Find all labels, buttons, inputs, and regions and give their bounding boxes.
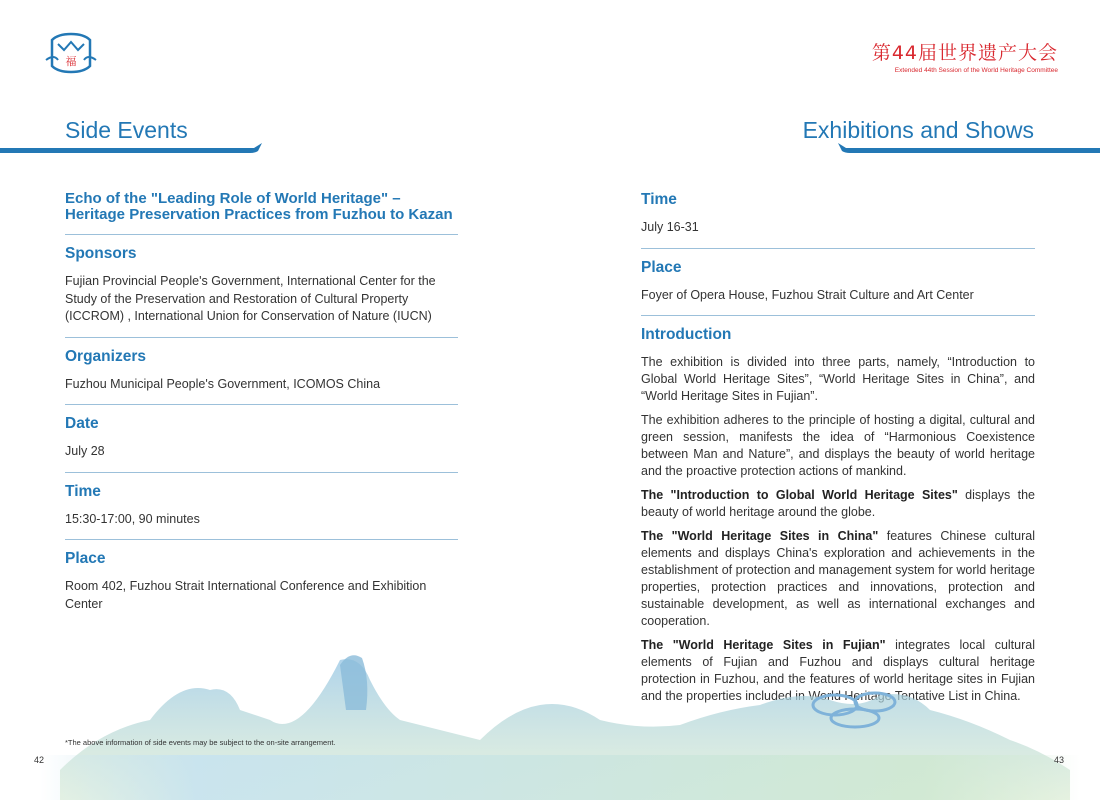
divider bbox=[65, 539, 458, 540]
divider bbox=[65, 234, 458, 235]
exhibitions-title: Exhibitions and Shows bbox=[802, 117, 1034, 143]
event-title: Echo of the "Leading Role of World Heritage" – Heritage Preservation Practices from Fuzhou to Kazan bbox=[65, 190, 453, 223]
divider bbox=[65, 404, 458, 405]
date-text: July 28 bbox=[65, 444, 105, 458]
sponsors-text: Fujian Provincial People's Government, International Center for the Study of the Preservation and Restoration of Cultural Property (ICCROM) , International Union for Conservation of Nature (IUCN) bbox=[65, 274, 436, 323]
exhibitions-column bbox=[641, 191, 1035, 712]
organizers-text: Fuzhou Municipal People's Government, ICOMOS China bbox=[65, 376, 381, 391]
brand-header bbox=[872, 38, 1058, 74]
fujian-sites-text: integrates local cultural elements of Fujian and Fuzhou and displays cultural heritage protection in Fuzhou, and the features of world heritage sites in Fujian and the properties included in World Heritage Tentative List in China. bbox=[641, 638, 1035, 703]
brand-title: 第44届世界遗产大会 bbox=[871, 42, 1058, 64]
exhibition-place-text: Foyer of Opera House, Fuzhou Strait Culture and Art Center bbox=[641, 287, 974, 302]
title-underline-right bbox=[838, 143, 1100, 155]
intro-paragraph-3 bbox=[641, 487, 1035, 521]
side-events-title: Side Events bbox=[65, 117, 188, 143]
page-number-left: 42 bbox=[34, 755, 45, 765]
global-sites-label: The "Introduction to Global World Heritage Sites" bbox=[641, 488, 958, 502]
title-underline-left bbox=[0, 143, 262, 155]
footnote: *The above information of side events may be subject to the on-site arrangement. bbox=[65, 738, 336, 747]
intro-paragraph-4 bbox=[641, 528, 1035, 630]
intro-paragraph-1: The exhibition is divided into three parts, namely, “Introduction to Global World Heritage Sites”, “World Heritage Sites in China”, and “World Heritage Sites in Fujian”. bbox=[641, 355, 1035, 403]
intro-paragraph-2: The exhibition adheres to the principle of hosting a digital, cultural and green session, manifests the idea of “Harmonious Coexistence between Man and Nature”, and displays the beauty of world heritage and the proactive protection actions of mankind. bbox=[641, 413, 1035, 478]
exhibition-time-heading: Time bbox=[641, 191, 677, 208]
date-heading: Date bbox=[65, 415, 99, 432]
side-events-column bbox=[65, 191, 458, 613]
global-sites-text: displays the beauty of world heritage around the globe. bbox=[641, 488, 1035, 519]
divider bbox=[641, 248, 1035, 249]
page-number-right: 43 bbox=[1053, 755, 1064, 765]
landscape-illustration bbox=[40, 650, 1080, 800]
fuzhou-logo bbox=[44, 30, 98, 78]
time-text: 15:30-17:00, 90 minutes bbox=[65, 511, 200, 526]
place-text: Room 402, Fuzhou Strait International Conference and Exhibition Center bbox=[65, 579, 427, 611]
logo-character: 福 bbox=[65, 55, 77, 68]
time-heading: Time bbox=[65, 482, 101, 500]
china-sites-label: The "World Heritage Sites in China" bbox=[641, 529, 879, 543]
exhibition-time-text: July 16-31 bbox=[641, 220, 699, 234]
divider bbox=[65, 337, 458, 338]
introduction-heading: Introduction bbox=[641, 326, 732, 343]
divider bbox=[65, 472, 458, 473]
fujian-sites-label: The "World Heritage Sites in Fujian" bbox=[641, 638, 886, 652]
brand-subtitle: Extended 44th Session of the World Heritage Committee bbox=[894, 67, 1058, 74]
exhibition-place-heading: Place bbox=[641, 258, 682, 276]
divider bbox=[641, 315, 1035, 316]
organizers-heading: Organizers bbox=[65, 347, 146, 365]
sponsors-heading: Sponsors bbox=[65, 245, 137, 262]
place-heading: Place bbox=[65, 550, 106, 567]
china-sites-text: features Chinese cultural elements and displays China's exploration and achievements in the establishment of protection and management system for world heritage properties, protection practices and innovations, protection and sustainable development, as well as international exchanges and cooperation. bbox=[641, 529, 1035, 628]
